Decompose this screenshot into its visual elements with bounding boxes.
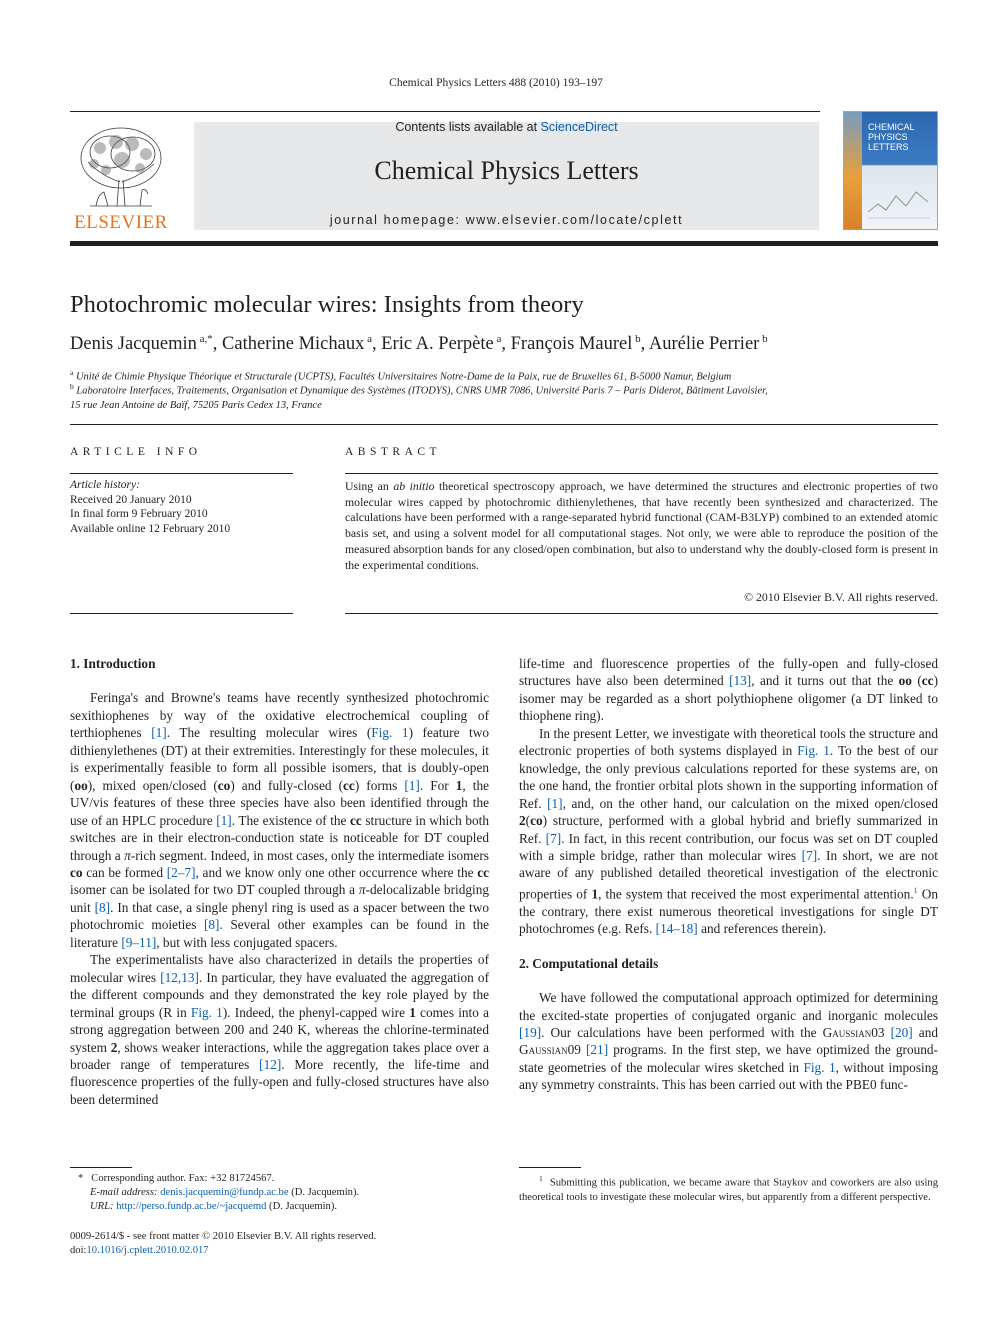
figure-link[interactable]: Fig. 1 bbox=[371, 725, 409, 741]
figure-link[interactable]: Fig. 1 bbox=[803, 1059, 836, 1075]
author-name: Denis Jacquemin bbox=[70, 334, 197, 355]
header-top-rule bbox=[70, 111, 820, 112]
journal-cover-thumbnail bbox=[843, 111, 938, 230]
cover-graphic bbox=[866, 182, 932, 222]
ref-link[interactable]: [9–11] bbox=[121, 934, 157, 950]
body-column-left bbox=[70, 655, 489, 1108]
author-affil-mark: b bbox=[762, 333, 768, 345]
author-affil-mark: a,* bbox=[199, 333, 213, 345]
intro-paragraph-1: Feringa's and Browne's teams have recently synthesized photochromic sexithiophenes by way of the oxidative electrochemical coupling of terthiophenes [1]. The resulting molecular wires (Fig. 1) feature two dithienylethenes (DT) at their extremities. Interestingly for these molecules, it is experimentally feasible to form all possible isomers, that is doubly-open (oo), mixed open/closed (co) and fully-closed (cc) forms [1]. For 1, the UV/vis features of these three species have also been identified through the use of an HPLC procedure [1]. The existence of the cc structure in which both switches are in their electron-conduction state is noticeable for DT coupled through a π-rich segment. Indeed, in most cases, only the intermediate isomers co can be formed [2–7], and we know only one other occurrence where the cc isomer can be isolated for two DT coupled through a π-delocalizable bridging unit [8]. In that case, a single phenyl ring is used as a spacer between the two photochromic moieties [8]. Several other examples can be found in the literature [9–11], but with less conjugated spacers. bbox=[70, 690, 489, 950]
article-title: Photochromic molecular wires: Insights from theory bbox=[70, 291, 584, 318]
ref-link[interactable]: [13] bbox=[729, 673, 752, 689]
author-list: Denis Jacquemin $^{a,*}$, Catherine Michaux $^a$, Eric A. Perpète $^a$, François Maurel $^b$, Aurélie Perrier $^b$ bbox=[70, 333, 768, 355]
abstract-bottom-rule bbox=[345, 613, 938, 614]
author-affil-mark: a bbox=[367, 333, 372, 345]
contents-line bbox=[194, 120, 819, 134]
figure-link[interactable]: Fig. 1 bbox=[797, 743, 830, 759]
ref-link[interactable]: [19] bbox=[519, 1025, 542, 1041]
article-info-heading: ARTICLE INFO bbox=[70, 446, 202, 458]
body-column-right bbox=[519, 655, 938, 1094]
affiliation-a: $^a$ Unité de Chimie Physique Théorique et Structurale (UCPTS), Facultés Universitaires Notre-Dame de la Paix, rue de Bruxelles 61, B-5000 Namur, Belgium bbox=[70, 368, 732, 383]
ref-link[interactable]: [1] bbox=[404, 777, 420, 793]
ref-link[interactable]: [12,13] bbox=[160, 969, 199, 985]
intro-paragraph-2-continued: life-time and fluorescence properties of the fully-open and fully-closed structures have also been determined [13], and it turns out that the oo (cc) isomer may be regarded as a short polythiophene oligomer (a DT linked to thiophene ring). bbox=[519, 656, 939, 724]
ref-link[interactable]: [1] bbox=[547, 795, 563, 811]
header-thick-rule bbox=[70, 241, 938, 246]
ref-link[interactable]: [20] bbox=[890, 1025, 913, 1041]
issn-line: 0009-2614/$ - see front matter © 2010 Elsevier B.V. All rights reserved. bbox=[70, 1231, 377, 1242]
ref-link[interactable]: [7] bbox=[801, 847, 818, 863]
footnote-rule-left bbox=[70, 1167, 132, 1168]
ref-link[interactable]: [7] bbox=[545, 830, 562, 846]
section-heading-introduction: 1. Introduction bbox=[70, 656, 156, 671]
footnote-1: $^1$ Submitting this publication, we became aware that Staykov and coworkers are also using theoretical tools to investigate these molecular wires, but apparently from a different perspective. bbox=[519, 1174, 938, 1203]
footnote-mark[interactable]: 1 bbox=[913, 885, 918, 895]
article-info-bottom-rule bbox=[70, 613, 293, 614]
doi-link[interactable]: 10.1016/j.cplett.2010.02.017 bbox=[86, 1245, 209, 1257]
journal-homepage: journal homepage: www.elsevier.com/locate/cplett bbox=[329, 213, 684, 227]
ref-link[interactable]: [8] bbox=[94, 899, 111, 915]
figure-link[interactable]: Fig. 1 bbox=[190, 1004, 223, 1020]
elsevier-wordmark: ELSEVIER bbox=[74, 212, 168, 233]
cover-title bbox=[868, 122, 915, 152]
abstract-text: Using an ab initio theoretical spectroscopy approach, we have determined the structures and electronic properties of two molecular wires capped by photochromic dithienylethenes, that have recently been synthesized and characterized. The calculations have been performed with a range-separated hybrid functional (CAM-B3LYP) combined to an extended atomic basis set, and using a solvent model for all computational stages. Not only, we were able to reproduce the position of the measured absorption bands for any closed/open combination, but also to understand why the doubly-closed form is present in the experimental conditions. bbox=[345, 479, 939, 572]
section-heading-computational: 2. Computational details bbox=[519, 955, 659, 971]
intro-paragraph-2-start: The experimentalists have also characterized in details the properties of molecular wires [12,13]. In particular, they have evaluated the aggregation of the different compounds and they demonstrated the key role played by the terminal groups (R in Fig. 1). Indeed, the phenyl-capped wire 1 comes into a strong aggregation between 200 and 240 K, whereas the chlorine-terminated system 2, shows weaker interactions, while the aggregation takes place over a broader range of temperatures [12]. More recently, the life-time and fluorescence properties of the fully-open and fully-closed structures have also been determined bbox=[70, 952, 489, 1107]
history-label: Article history: bbox=[70, 479, 140, 491]
corresponding-author-footnote: * Corresponding author. Fax: +32 81724567. E-mail address: denis.jacquemin@fundp.ac.be (D. Jacquemin). URL: http://perso.fundp.ac.be/~jacquemd (D. Jacquemin). bbox=[78, 1173, 360, 1213]
journal-title: Chemical Physics Letters bbox=[374, 156, 639, 185]
ref-link[interactable]: [2–7] bbox=[166, 864, 196, 880]
cover-side-band bbox=[844, 112, 862, 230]
revised-date: In final form 9 February 2010 bbox=[70, 508, 208, 521]
article-info-rule bbox=[70, 473, 293, 474]
author-name: Catherine Michaux bbox=[222, 334, 365, 355]
ref-link[interactable]: [1] bbox=[216, 812, 232, 828]
ref-link[interactable]: [14–18] bbox=[655, 921, 698, 937]
doi-line: doi:10.1016/j.cplett.2010.02.017 bbox=[70, 1245, 209, 1257]
intro-paragraph-3: In the present Letter, we investigate with theoretical tools the structure and electronic properties of both systems displayed in Fig. 1. To the best of our knowledge, the only previous calculations reported for these systems are, on the one hand, the frontier orbital plots shown in the supporting information of Ref. [1], and, on the other hand, our calculation on the mixed open/closed 2(co) structure, performed with a global hybrid and briefly summarized in Ref. [7]. In fact, in this recent contribution, our focus was set on DT coupled with a simple bridge, rather than molecular wires [7]. In short, we are not aware of any published detailed theoretical investigation of the electronic properties of 1, the system that received the most experimental attention.$^1$ On the contrary, there exist numerous theoretical investigations for single DT photochromes (e.g. Refs. [14–18] and references therein). bbox=[519, 725, 939, 937]
received-date: Received 20 January 2010 bbox=[70, 493, 192, 506]
ref-link[interactable]: [1] bbox=[151, 725, 167, 741]
ref-link[interactable]: [8] bbox=[203, 917, 220, 933]
cover-title-line-1: CHEMICAL bbox=[868, 122, 915, 132]
copyright-notice: © 2010 Elsevier B.V. All rights reserved. bbox=[744, 590, 938, 604]
homepage-url-link[interactable]: http://perso.fundp.ac.be/~jacquemd bbox=[116, 1201, 267, 1213]
affiliation-b: $^b$ Laboratoire Interfaces, Traitements, Organisation et Dynamique des Systèmes (ITODYS), CNRS UMR 7086, Université Paris 7 – Paris Diderot, Bâtiment Lavoisier, 15 rue Jean Antoine de Baïf, 75205 Paris Cedex 13, France bbox=[70, 382, 768, 411]
section-divider bbox=[70, 424, 938, 425]
author-name: Eric A. Perpète bbox=[381, 334, 494, 355]
cover-title-line-2: PHYSICS bbox=[868, 132, 908, 142]
abstract-rule bbox=[345, 473, 938, 474]
author-name: François Maurel bbox=[510, 334, 633, 355]
abstract-heading: ABSTRACT bbox=[345, 446, 442, 458]
cover-title-line-3: LETTERS bbox=[868, 142, 909, 152]
ref-link[interactable]: [12] bbox=[259, 1056, 282, 1072]
contents-prefix: Contents lists available at bbox=[395, 120, 541, 134]
ref-link[interactable]: [21] bbox=[585, 1042, 609, 1058]
computational-paragraph-1: We have followed the computational approach optimized for determining the excited-state properties of conjugated organic and inorganic molecules [19]. Our calculations have been performed with the Gaussian03 [20] and Gaussian09 [21] programs. In the first step, we have optimized the ground-state geometries of the molecular wires sketched in Fig. 1, without imposing any symmetry constraints. This has been carried out with the PBE0 func- bbox=[519, 990, 938, 1093]
issn-doi-block bbox=[70, 1230, 376, 1258]
author-name: Aurélie Perrier bbox=[648, 334, 760, 355]
sciencedirect-link[interactable]: ScienceDirect bbox=[540, 120, 618, 134]
journal-reference: Chemical Physics Letters 488 (2010) 193–197 bbox=[389, 77, 603, 89]
article-history bbox=[70, 478, 230, 536]
online-date: Available online 12 February 2010 bbox=[70, 522, 231, 535]
author-affil-mark: b bbox=[635, 333, 641, 345]
author-affil-mark: a bbox=[496, 333, 502, 345]
footnote-rule-right bbox=[519, 1167, 581, 1168]
email-link[interactable]: denis.jacquemin@fundp.ac.be bbox=[160, 1187, 289, 1199]
